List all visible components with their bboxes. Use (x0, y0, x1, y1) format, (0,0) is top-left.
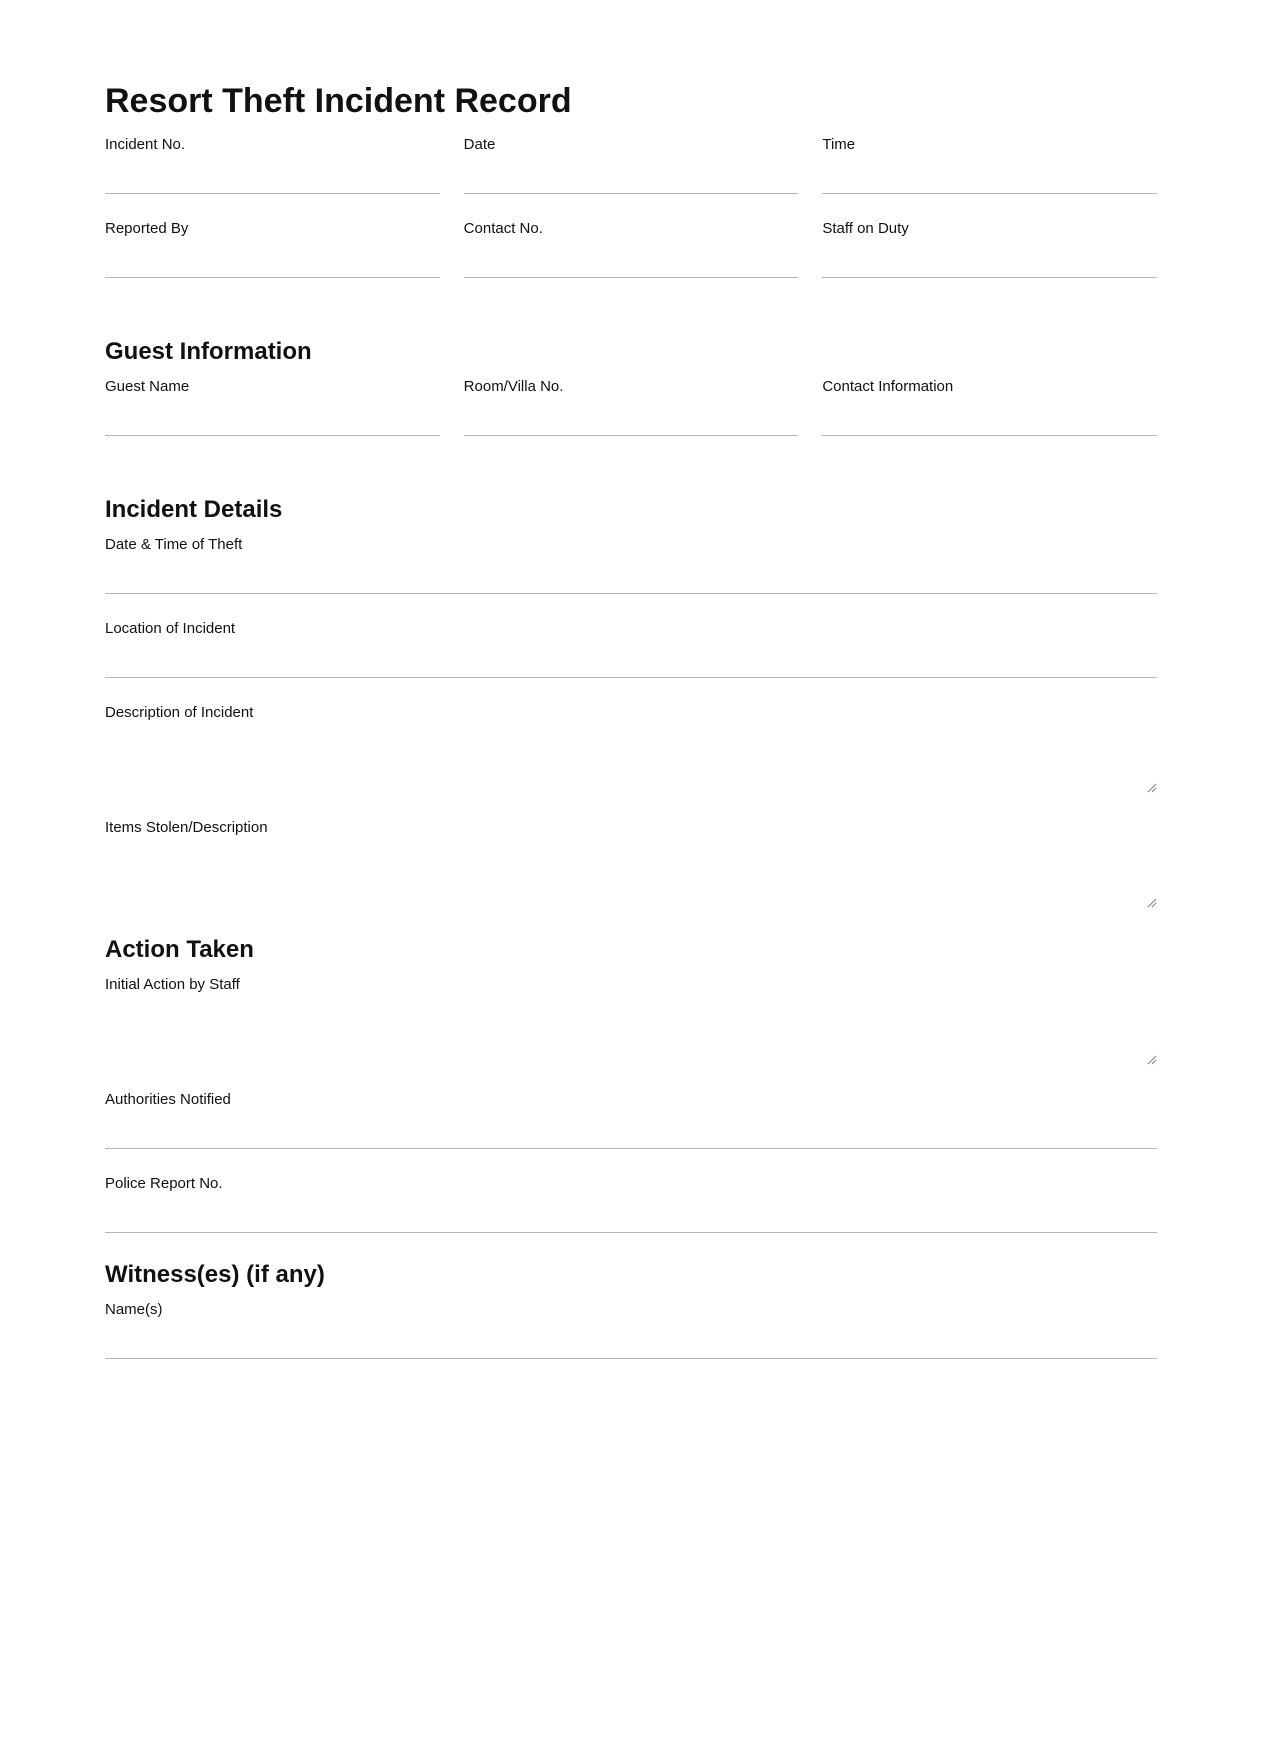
guest-name-label: Guest Name (105, 378, 190, 395)
initial-action-label: Initial Action by Staff (105, 976, 240, 993)
reported-by-field (105, 220, 440, 278)
location-label: Location of Incident (105, 620, 236, 637)
police-report-label: Police Report No. (105, 1175, 223, 1192)
date-label: Date (463, 136, 496, 153)
witness-names-input[interactable] (105, 1328, 1157, 1359)
authorities-notified-input[interactable] (105, 1118, 1157, 1149)
staff-on-duty-label: Staff on Duty (822, 220, 909, 237)
contact-information-label: Contact Information (822, 378, 954, 395)
contact-no-input[interactable] (464, 247, 799, 278)
location-field (105, 620, 1157, 678)
header-row-1 (105, 136, 1157, 194)
room-villa-input[interactable] (464, 405, 799, 436)
description-field (105, 704, 1157, 793)
room-villa-field (464, 378, 799, 436)
page-title: Resort Theft Incident Record (105, 82, 572, 120)
items-stolen-field (105, 819, 1157, 908)
time-input[interactable] (822, 163, 1157, 194)
contact-information-field (822, 378, 1157, 436)
contact-no-label: Contact No. (463, 220, 543, 237)
staff-on-duty-field (822, 220, 1157, 278)
header-row-2 (105, 220, 1157, 278)
authorities-notified-label: Authorities Notified (105, 1091, 231, 1108)
witness-names-field (105, 1301, 1157, 1359)
guest-name-input[interactable] (105, 405, 440, 436)
time-label: Time (822, 136, 856, 153)
incident-no-field (105, 136, 440, 194)
incident-no-label: Incident No. (105, 136, 186, 153)
staff-on-duty-input[interactable] (822, 247, 1157, 278)
form-content (105, 78, 1157, 1359)
witnesses-heading: Witness(es) (if any) (105, 1261, 325, 1288)
guest-information-heading: Guest Information (105, 338, 312, 365)
initial-action-textarea[interactable] (105, 1003, 1157, 1065)
resize-grip-icon[interactable] (1147, 898, 1157, 908)
resize-grip-icon[interactable] (1147, 1055, 1157, 1065)
resize-grip-icon[interactable] (1147, 783, 1157, 793)
authorities-notified-field (105, 1091, 1157, 1149)
witness-names-label: Name(s) (105, 1301, 163, 1318)
reported-by-label: Reported By (105, 220, 189, 237)
theft-date-time-field (105, 536, 1157, 594)
contact-information-input[interactable] (822, 405, 1157, 436)
initial-action-field (105, 976, 1157, 1065)
action-taken-heading: Action Taken (105, 936, 254, 963)
incident-no-input[interactable] (105, 163, 440, 194)
theft-date-time-input[interactable] (105, 563, 1157, 594)
time-field (822, 136, 1157, 194)
theft-date-time-label: Date & Time of Theft (105, 536, 243, 553)
incident-details-heading: Incident Details (105, 496, 283, 523)
room-villa-label: Room/Villa No. (463, 378, 564, 395)
guest-row (105, 378, 1157, 436)
description-label: Description of Incident (105, 704, 254, 721)
location-input[interactable] (105, 647, 1157, 678)
date-input[interactable] (464, 163, 799, 194)
contact-no-field (464, 220, 799, 278)
date-field (464, 136, 799, 194)
police-report-input[interactable] (105, 1202, 1157, 1233)
reported-by-input[interactable] (105, 247, 440, 278)
items-stolen-textarea[interactable] (105, 846, 1157, 908)
police-report-field (105, 1175, 1157, 1233)
description-textarea[interactable] (105, 731, 1157, 793)
items-stolen-label: Items Stolen/Description (105, 819, 268, 836)
guest-name-field (105, 378, 440, 436)
